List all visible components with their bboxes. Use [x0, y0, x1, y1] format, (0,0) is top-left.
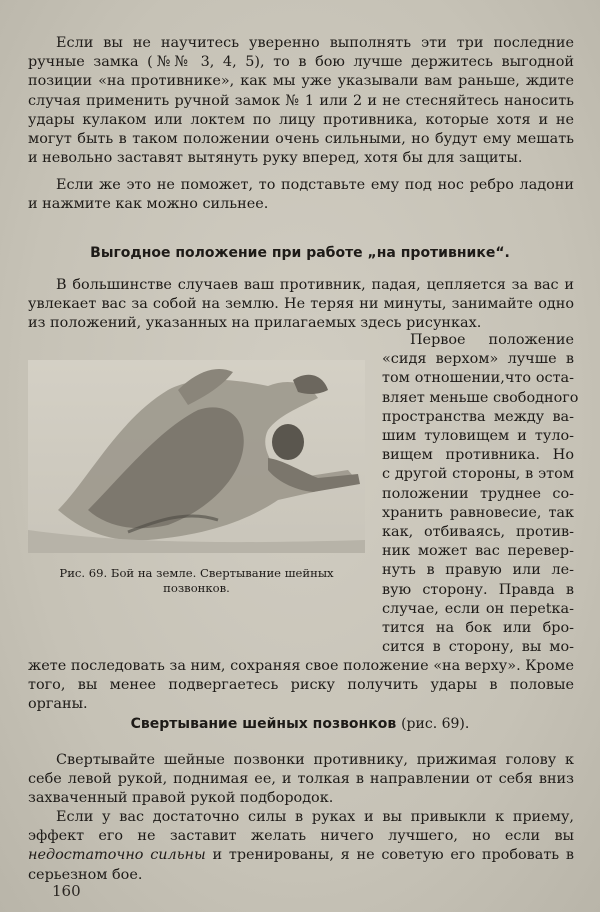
side-line: сится в сторону, вы мо- [382, 639, 574, 656]
figure-caption: Рис. 69. Бой на земле. Свертывание шейных позвонков. [59, 566, 334, 595]
figure-ground-fight-photo [28, 360, 365, 553]
side-column-text [382, 331, 579, 657]
side-line: вищем противника. Но [382, 447, 574, 464]
side-line: «сидя верхом» лучше в [382, 351, 574, 368]
heading-figure-reference: (рис. 69). [401, 716, 470, 732]
side-line: с другой стороны, в этом [382, 466, 574, 483]
paragraph-advice [28, 808, 574, 885]
paragraph-falling-opponent: В большинстве случаев ваш противник, падая, цепляется за вас и увлекает вас за собой на землю. Не теряя ни минуты, занимайте одно из положений, указанных на прилагаемых здесь рисунках. [28, 277, 574, 332]
side-line: как, отбиваясь, против- [382, 524, 574, 541]
side-line: нуть в правую или ле- [382, 562, 574, 579]
side-line: положении труднее со- [382, 485, 574, 502]
ground-fight-illustration [28, 360, 365, 553]
advice-text-start: Если у вас достаточно силы в руках и вы привыкли к приему, эффект его не заставит желать ничего лучшего, но если вы [28, 809, 574, 845]
heading-text: Свертывание шейных позвонков [130, 716, 397, 732]
side-line: случае, если он переtка- [382, 600, 574, 617]
side-line: вляет меньше свободного [382, 389, 579, 406]
side-line: том отношении,что оста- [382, 370, 574, 387]
side-line: тится на бок или бро- [382, 620, 574, 637]
paragraph-locks: Если вы не научитесь уверенно выполнять эти три последние ручные замка (№№ 3, 4, 5), то в бою лучше держитесь выгодной позиции «на противнике», как мы уже указывали вам раньше, ждите случая применить ручной замок № 1 или 2 и не стесняйтесь наносить удары кулаком или локтем по лицу противника, которые хотя и не могут быть в таком положении очень сильными, но будут ему мешать и невольно заставят вытянуть руку вперед, хотя бы для защиты. [28, 35, 574, 167]
side-line: Первое положение [410, 332, 574, 348]
paragraph-palm-edge: Если же это не поможет, то подставьте ему под нос ребро ладони и нажмите как можно сильнее. [28, 177, 574, 213]
paragraph-technique: Свертывайте шейные позвонки противнику, прижимая голову к себе левой рукой, поднимая ее, и толкая в направлении от себя вниз захваченный правой рукой подбородок. [28, 752, 574, 807]
advice-text-italic: недостаточно сильны [28, 847, 206, 864]
side-line: хранить равновесие, так [382, 504, 574, 521]
side-line: вую сторону. Правда в [382, 581, 574, 598]
advice-text-end: и тренированы, я не советую его пробовать в серьезном бое. [28, 847, 574, 883]
page-number: 160 [52, 882, 81, 900]
section-heading-neck-vertebrae [0, 716, 600, 732]
side-line: шим туловищем и туло- [382, 428, 574, 445]
paragraph-follow-opponent: жете последовать за ним, сохраняя свое положение «на верху». Кроме того, вы менее подвергаетесь риску получить удары в половые органы. [28, 658, 574, 713]
section-heading-advantageous-position: Выгодное положение при работе „на противнике“. [90, 245, 510, 261]
side-line: ник может вас перевер- [382, 543, 574, 560]
side-line: пространства между ва- [382, 408, 574, 425]
